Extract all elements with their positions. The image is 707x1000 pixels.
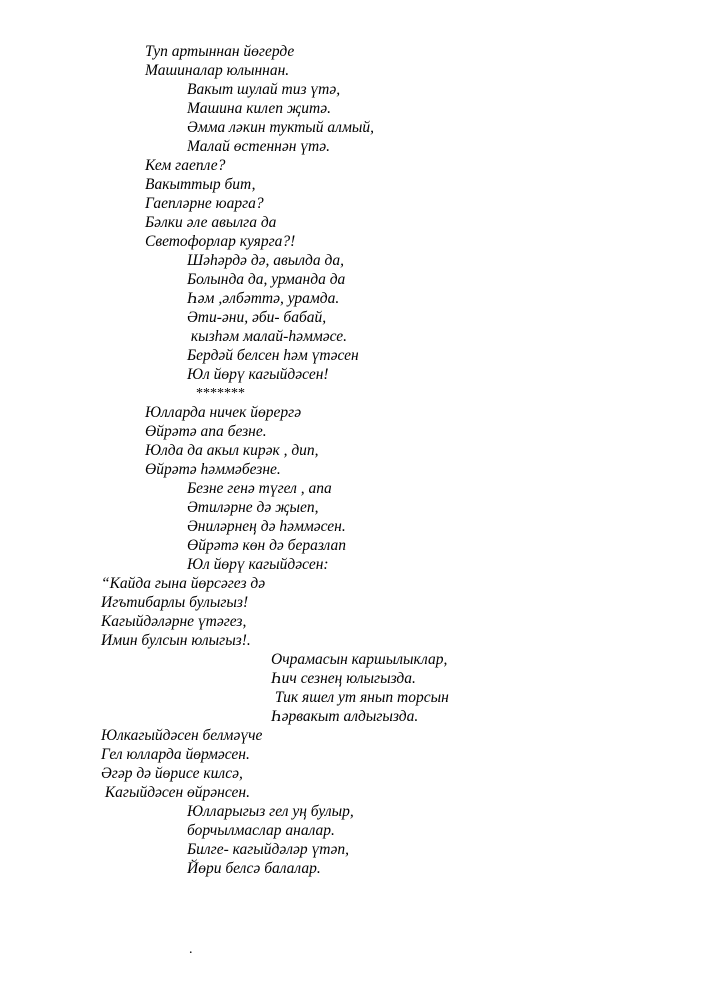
poem-line: Очрамасын каршылыклар, xyxy=(271,651,448,668)
poem-line: Юлларыгыз гел уң булыр, xyxy=(187,803,354,820)
poem-line: Гел юлларда йөрмәсен. xyxy=(101,746,250,763)
poem-line: Юл йөрү кагыйдәсен! xyxy=(187,366,329,383)
poem-line: Вакыт шулай тиз үтә, xyxy=(187,81,341,98)
poem-line: Безне генә түгел , апа xyxy=(187,480,332,497)
poem-line: Һәм ,әлбәттә, урамда. xyxy=(187,290,340,307)
poem-line: Әниләрнең дә һәммәсен. xyxy=(187,518,346,535)
poem-line: Имин булсын юлыгыз!. xyxy=(101,632,251,649)
poem-line: Болында да, урманда да xyxy=(187,271,346,288)
poem-line: Әгәр дә йөрисе килсә, xyxy=(101,765,243,782)
poem-line: Юлларда ничек йөрергә xyxy=(145,404,302,421)
poem-line: Бәлки әле авылга да xyxy=(145,214,277,231)
poem-line: Өйрәтә апа безне. xyxy=(145,423,267,440)
poem-line: Тик яшел ут янып торсын xyxy=(271,689,449,706)
poem-line: Игътибарлы булыгыз! xyxy=(101,594,249,611)
poem-line: Һич сезнең юлыгызда. xyxy=(271,670,416,687)
poem-line: Бердәй белсен һәм үтәсен xyxy=(187,347,359,364)
poem-line: Светофорлар куярга?! xyxy=(145,233,296,250)
poem-line: Өйрәтә көн дә беразлап xyxy=(187,537,346,554)
poem-line: Әтиләрне дә җыеп, xyxy=(187,499,319,516)
poem-line: Гаепләрне юарга? xyxy=(145,195,264,212)
section-separator: ******* xyxy=(196,386,245,401)
poem-line: кызһәм малай-һәммәсе. xyxy=(187,328,348,345)
poem-line: Билге- кагыйдәләр үтәп, xyxy=(187,841,349,858)
poem-line: Кем гаепле? xyxy=(145,157,226,174)
poem-line: Вакыттыр бит, xyxy=(145,176,256,193)
poem-line: “Кайда гына йөрсәгез дә xyxy=(101,575,266,592)
footer-dot: . xyxy=(189,942,193,957)
poem-line: Юлкагыйдәсен белмәүче xyxy=(101,727,263,744)
poem-line: Малай өстеннән үтә. xyxy=(187,138,330,155)
poem-line: Әти-әни, әби- бабай, xyxy=(187,309,327,326)
poem-line: Шәһәрдә дә, авылда да, xyxy=(187,252,344,269)
poem-line: Кагыйдәләрне үтәгез, xyxy=(101,613,247,630)
poem-line: Юлда да акыл кирәк , дип, xyxy=(145,442,319,459)
poem-line: Әмма ләкин туктый алмый, xyxy=(187,119,374,136)
poem-line: Өйрәтә һәммәбезне. xyxy=(145,461,281,478)
poem-line: Юл йөрү кагыйдәсен: xyxy=(187,556,329,573)
poem-line: Машина килеп җитә. xyxy=(187,100,331,117)
poem-line: Кагыйдәсен өйрәнсен. xyxy=(101,784,250,801)
poem-line: Йөри белсә балалар. xyxy=(187,860,321,877)
poem-line: Һәрвакыт алдыгызда. xyxy=(271,708,419,725)
poem-line: Туп артыннан йөгерде xyxy=(145,43,295,60)
poem-line: борчылмаслар аналар. xyxy=(187,822,335,839)
poem-line: Машиналар юлыннан. xyxy=(145,62,290,79)
